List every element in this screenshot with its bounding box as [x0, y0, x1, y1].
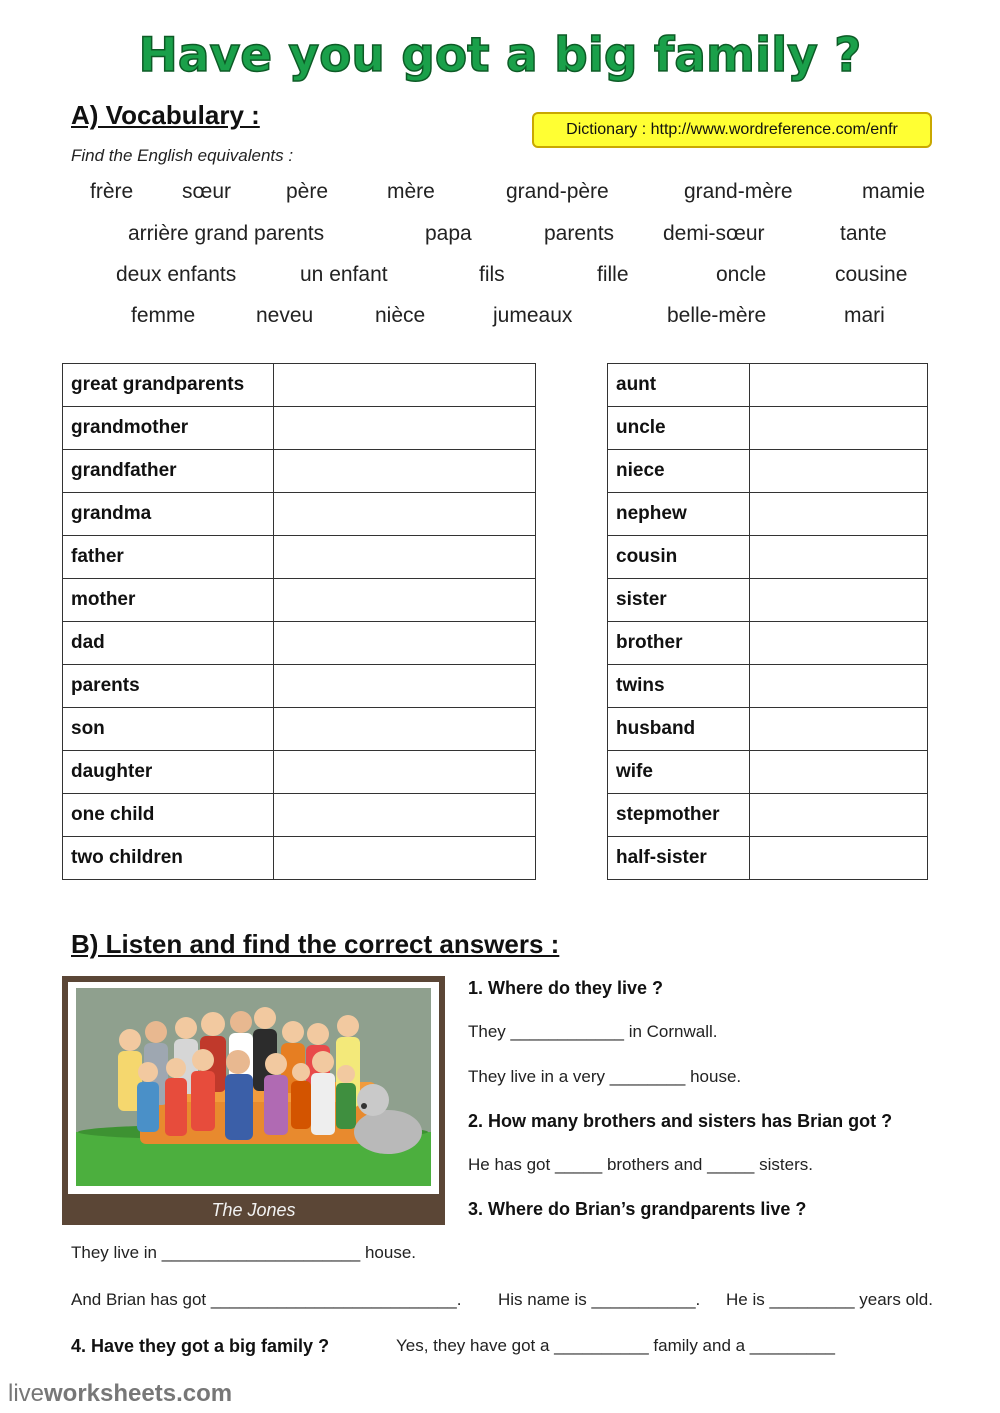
answer-line[interactable]: They live in a very ________ house. — [468, 1067, 742, 1086]
french-word: cousine — [835, 263, 908, 286]
answer-cell[interactable] — [273, 364, 535, 407]
english-word: uncle — [608, 407, 750, 450]
answer-cell[interactable] — [273, 579, 535, 622]
french-word: jumeaux — [493, 304, 573, 327]
french-word: mari — [844, 304, 885, 327]
table-row — [608, 579, 928, 622]
answer-cell[interactable] — [273, 493, 535, 536]
answer-line[interactable]: His name is ___________. — [498, 1290, 701, 1309]
french-word: grand-mère — [684, 180, 793, 203]
table-row — [608, 837, 928, 880]
french-word: un enfant — [300, 263, 388, 286]
family-photo — [62, 976, 445, 1225]
family-illustration — [68, 982, 439, 1194]
table-row — [608, 536, 928, 579]
french-word: belle-mère — [667, 304, 767, 327]
english-word: husband — [608, 708, 750, 751]
table-row — [63, 450, 536, 493]
question-1: 1. Where do they live ? — [468, 978, 664, 998]
french-word: deux enfants — [116, 263, 237, 286]
answer-cell[interactable] — [749, 751, 927, 794]
answer-cell[interactable] — [273, 837, 535, 880]
answer-line[interactable]: He is _________ years old. — [726, 1290, 933, 1309]
section-b-heading: B) Listen and find the correct answers : — [71, 929, 560, 959]
table-row — [608, 794, 928, 837]
french-word: demi-sœur — [663, 222, 765, 245]
table-row — [63, 751, 536, 794]
table-row — [63, 364, 536, 407]
answer-line[interactable]: Yes, they have got a __________ family and a _________ — [396, 1336, 835, 1355]
answer-cell[interactable] — [273, 665, 535, 708]
english-word: father — [63, 536, 274, 579]
table-row — [608, 665, 928, 708]
table-row — [608, 751, 928, 794]
english-word: daughter — [63, 751, 274, 794]
french-word: femme — [131, 304, 196, 327]
french-word: mamie — [862, 180, 926, 203]
english-word: dad — [63, 622, 274, 665]
table-row — [608, 450, 928, 493]
french-word: frère — [90, 180, 134, 203]
table-row — [608, 622, 928, 665]
answer-line[interactable]: They ____________ in Cornwall. — [468, 1022, 718, 1041]
english-word: twins — [608, 665, 750, 708]
dictionary-link[interactable]: Dictionary : http://www.wordreference.com/enfr — [532, 112, 932, 148]
english-word: parents — [63, 665, 274, 708]
question-2: 2. How many brothers and sisters has Brian got ? — [468, 1111, 893, 1131]
english-word: niece — [608, 450, 750, 493]
answer-line[interactable]: He has got _____ brothers and _____ sisters. — [468, 1155, 813, 1174]
answer-cell[interactable] — [273, 407, 535, 450]
page-title: Have you got a big family ? — [138, 28, 862, 83]
table-row — [63, 665, 536, 708]
table-row — [63, 407, 536, 450]
french-word: arrière grand parents — [128, 222, 325, 245]
answer-cell[interactable] — [749, 493, 927, 536]
table-row — [63, 536, 536, 579]
table-row — [63, 622, 536, 665]
vocab-table-right — [607, 363, 928, 880]
french-word: grand-père — [506, 180, 609, 203]
answer-cell[interactable] — [273, 751, 535, 794]
brand-tail: .com — [176, 1380, 233, 1407]
english-word: aunt — [608, 364, 750, 407]
english-word: sister — [608, 579, 750, 622]
answer-cell[interactable] — [273, 708, 535, 751]
french-word: fils — [479, 263, 505, 286]
table-row — [63, 708, 536, 751]
french-word: mère — [387, 180, 435, 203]
table-row — [63, 579, 536, 622]
answer-cell[interactable] — [273, 450, 535, 493]
english-word: great grandparents — [63, 364, 274, 407]
french-word: papa — [425, 222, 472, 245]
brand-light: live — [8, 1380, 45, 1407]
answer-cell[interactable] — [749, 794, 927, 837]
french-word: parents — [544, 222, 615, 245]
english-word: brother — [608, 622, 750, 665]
english-word: grandma — [63, 493, 274, 536]
french-word: neveu — [256, 304, 314, 327]
english-word: grandmother — [63, 407, 274, 450]
french-word: nièce — [375, 304, 426, 327]
english-word: grandfather — [63, 450, 274, 493]
answer-cell[interactable] — [749, 407, 927, 450]
answer-cell[interactable] — [749, 837, 927, 880]
question-3: 3. Where do Brian’s grandparents live ? — [468, 1199, 807, 1219]
french-word: père — [286, 180, 329, 203]
french-word: oncle — [716, 263, 767, 286]
english-word: wife — [608, 751, 750, 794]
answer-cell[interactable] — [749, 536, 927, 579]
answer-cell[interactable] — [273, 794, 535, 837]
answer-cell[interactable] — [749, 665, 927, 708]
answer-cell[interactable] — [273, 622, 535, 665]
english-word: son — [63, 708, 274, 751]
table-row — [63, 837, 536, 880]
table-row — [608, 364, 928, 407]
english-word: nephew — [608, 493, 750, 536]
french-word: tante — [840, 222, 887, 245]
section-a-heading: A) Vocabulary : — [71, 100, 260, 130]
answer-line[interactable]: They live in _____________________ house. — [71, 1243, 417, 1262]
table-row — [608, 708, 928, 751]
answer-cell[interactable] — [749, 450, 927, 493]
answer-cell[interactable] — [273, 536, 535, 579]
english-word: stepmother — [608, 794, 750, 837]
table-row — [63, 794, 536, 837]
answer-line[interactable]: And Brian has got __________________________. — [71, 1290, 462, 1309]
instruction-text: Find the English equivalents : — [71, 146, 294, 165]
french-word: fille — [597, 263, 629, 286]
english-word: cousin — [608, 536, 750, 579]
english-word: mother — [63, 579, 274, 622]
table-row — [63, 493, 536, 536]
question-4: 4. Have they got a big family ? — [71, 1336, 330, 1356]
english-word: one child — [63, 794, 274, 837]
english-word: two children — [63, 837, 274, 880]
table-row — [608, 407, 928, 450]
french-word: sœur — [182, 180, 231, 203]
table-row — [608, 493, 928, 536]
brand-bold: worksheets — [44, 1380, 177, 1407]
answer-cell[interactable] — [749, 364, 927, 407]
answer-cell[interactable] — [749, 579, 927, 622]
answer-cell[interactable] — [749, 622, 927, 665]
liveworksheets-logo — [8, 1380, 232, 1408]
answer-cell[interactable] — [749, 708, 927, 751]
english-word: half-sister — [608, 837, 750, 880]
vocab-table-left — [62, 363, 536, 880]
photo-caption: The Jones — [211, 1200, 296, 1220]
